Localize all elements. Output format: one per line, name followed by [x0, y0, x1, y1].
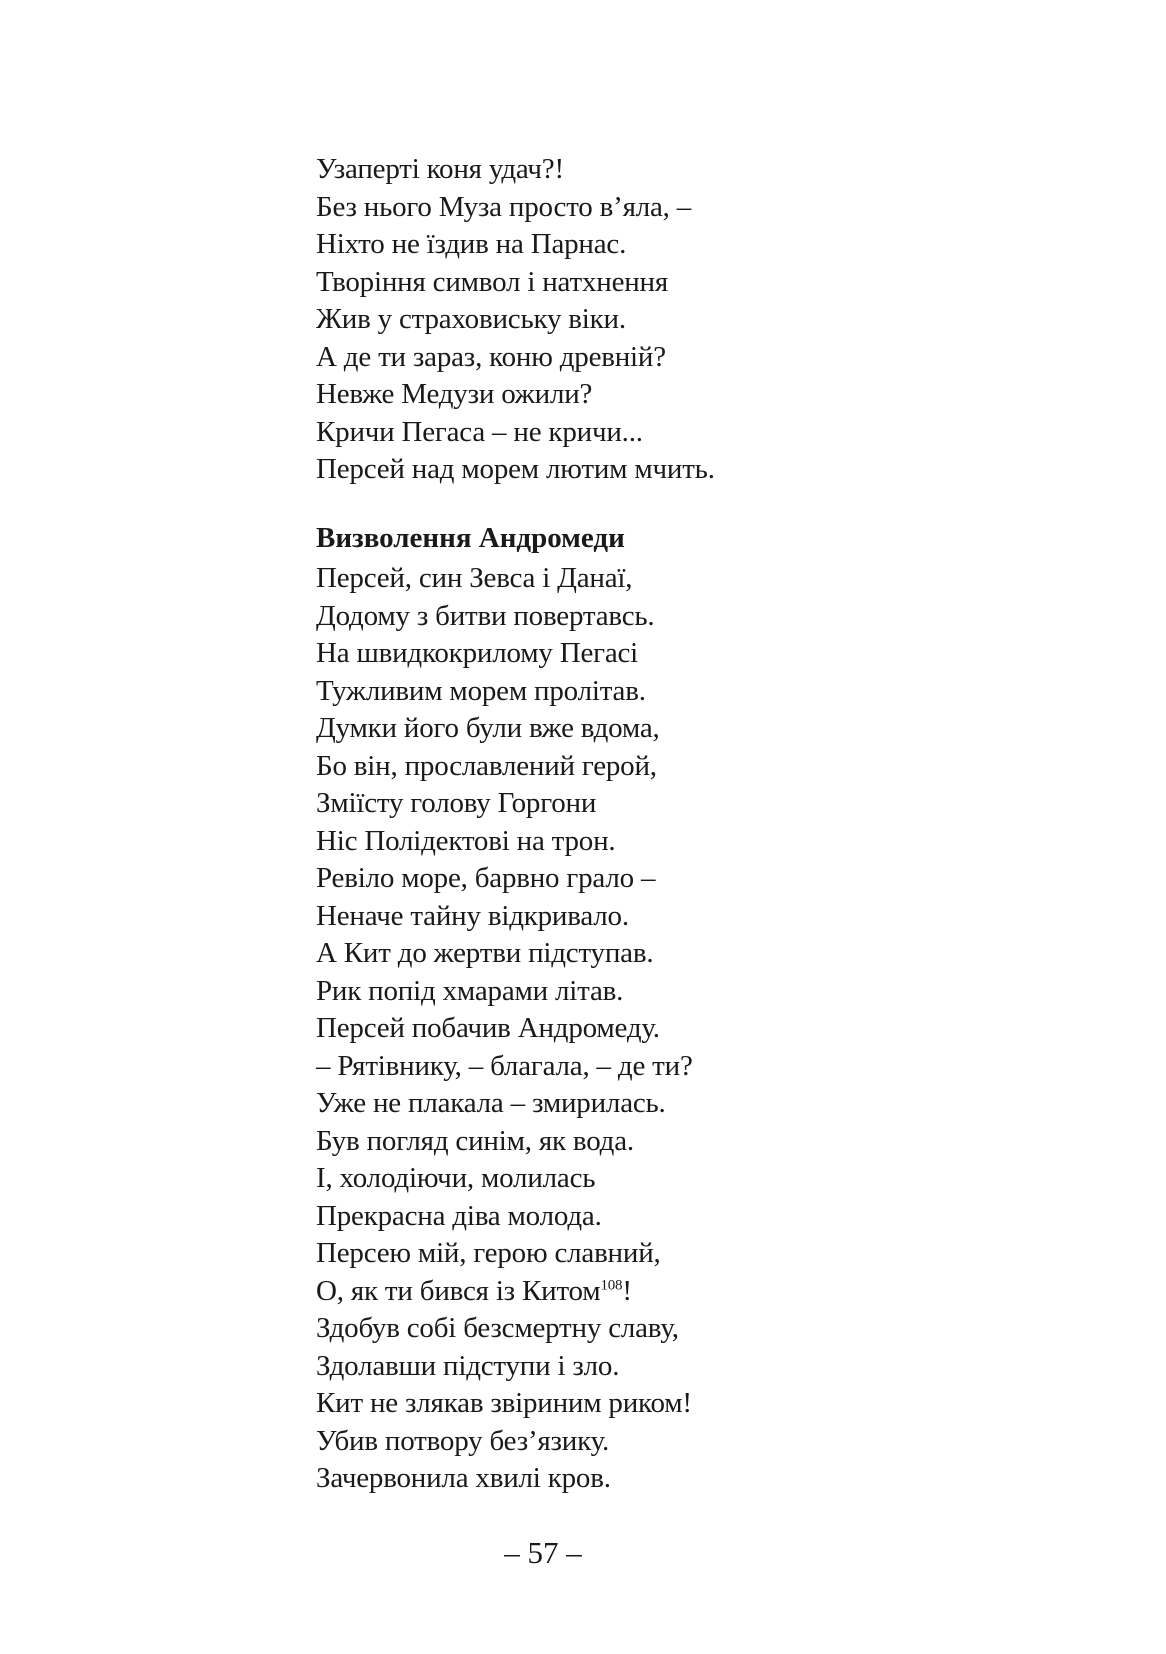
poem-line-text: О, як ти бився із Китом [316, 1274, 601, 1307]
poem-line: А де ти зараз, коню древній? [316, 340, 666, 373]
poem-line: Ніс Полідектові на трон. [316, 824, 616, 857]
poem-line: На швидкокрилому Пегасі [316, 637, 639, 669]
poem-line: Кричи Пегаса – не кричи... [316, 415, 643, 448]
poem-line: Уже не плакала – змирилась. [316, 1087, 666, 1119]
poem-title: Визволення Андромеди [316, 522, 625, 554]
poem-line: Був погляд синім, як вода. [316, 1124, 634, 1157]
poem-line: Ревіло море, барвно грало – [316, 862, 656, 894]
poem-line: Жив у страховиську віки. [316, 303, 626, 335]
poem-line: Неначе тайну відкривало. [316, 899, 629, 932]
poem-line: А Кит до жертви підступав. [316, 937, 654, 969]
poem-line: Зачервонила хвилі кров. [316, 1462, 611, 1494]
poem-line: Убив потвору без’язику. [316, 1424, 610, 1457]
poem-line: Персей побачив Андромеду. [316, 1012, 660, 1044]
poem-line: Персей над морем лютим мчить. [316, 453, 715, 485]
poem-line: Бо він, прославлений герой, [316, 749, 657, 782]
poem-line: Узаперті коня удач?! [316, 153, 564, 185]
poem-line: Ніхто не їздив на Парнас. [316, 228, 627, 260]
poem-line: Здобув собі безсмертну славу, [316, 1312, 679, 1344]
poem-line-with-footnote [316, 1273, 693, 1311]
poem-line: Кит не злякав звіриним риком! [316, 1387, 692, 1419]
poem-line: Здолавши підступи і зло. [316, 1349, 620, 1382]
poem-line: Зміїсту голову Горгони [316, 787, 597, 819]
poem-line: Рик попід хмарами літав. [316, 974, 624, 1007]
poem-line: Тужливим морем пролітав. [316, 674, 646, 707]
poem-line: Творіння символ і натхнення [316, 265, 669, 298]
poem-line: Персей, син Зевса і Данаї, [316, 562, 633, 594]
poem-line: Думки його були вже вдома, [316, 712, 660, 744]
page-number: – 57 – [504, 1535, 582, 1570]
poem-body [316, 560, 693, 1498]
poem-line: Прекрасна діва молода. [316, 1199, 602, 1232]
poem-line: Персею мій, герою славний, [316, 1237, 661, 1269]
poem-line: І, холодіючи, молилась [316, 1162, 596, 1194]
poem-continuation [316, 151, 715, 489]
footnote-marker: 108 [600, 1276, 623, 1293]
poem-line: Без нього Муза просто в’яла, – [316, 190, 692, 223]
poem-line: Додому з битви повертавсь. [316, 599, 655, 632]
poem-line: – Рятівнику, – благала, – де ти? [316, 1049, 693, 1082]
poem-line: Невже Медузи ожили? [316, 378, 593, 410]
poem-line-suffix: ! [622, 1274, 632, 1307]
